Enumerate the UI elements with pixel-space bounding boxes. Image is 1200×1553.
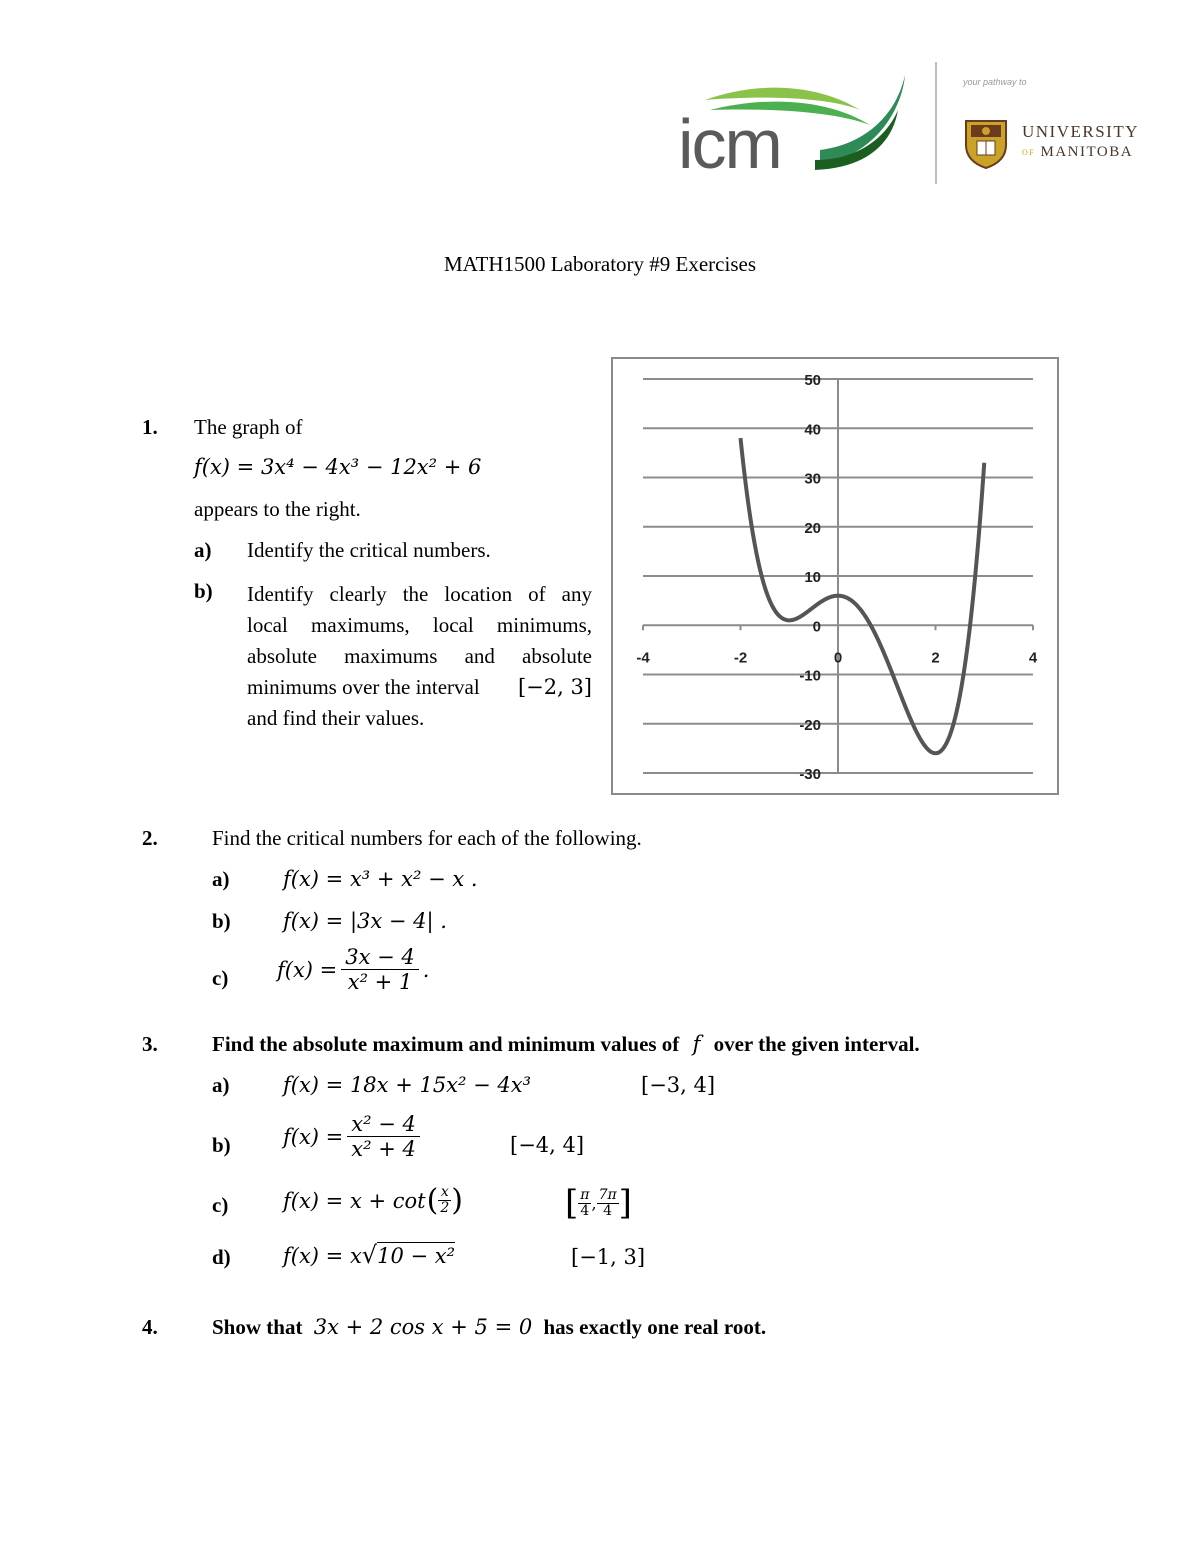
q3c-paren-open: ( bbox=[426, 1183, 439, 1218]
university-line2-row bbox=[1022, 144, 1139, 161]
q3c-arg-den: 2 bbox=[440, 1200, 450, 1216]
q3c-int-num2: 7π bbox=[598, 1186, 617, 1203]
y-tick-label: -30 bbox=[799, 766, 821, 783]
q3d-radicand: 10 − x² bbox=[377, 1244, 456, 1268]
q3b-lhs: f(x) = bbox=[283, 1124, 344, 1149]
crest-icon bbox=[963, 115, 1009, 169]
q1a-label: a) bbox=[194, 538, 212, 562]
y-tick-label: 0 bbox=[812, 618, 821, 636]
q2c-formula bbox=[277, 945, 429, 994]
y-tick-label: 40 bbox=[804, 421, 821, 439]
q1-line3: appears to the right. bbox=[194, 497, 361, 521]
q1b-label: b) bbox=[194, 579, 213, 603]
icm-wordmark: icm bbox=[678, 105, 781, 183]
q3d-lhs: f(x) = x bbox=[283, 1244, 362, 1268]
q3-text-after: over the given interval. bbox=[713, 1032, 920, 1056]
q3b-interval: [−4, 4] bbox=[510, 1133, 585, 1157]
y-tick-label: 20 bbox=[804, 519, 821, 537]
q2c-denominator: x² + 1 bbox=[347, 970, 413, 994]
q3b-formula bbox=[283, 1112, 424, 1161]
q4-number: 4. bbox=[142, 1315, 158, 1339]
function-graph-svg bbox=[613, 359, 1057, 793]
q2b-formula: f(x) = |3x − 4| . bbox=[283, 909, 447, 933]
x-tick-label: -2 bbox=[733, 649, 748, 667]
page-title: MATH1500 Laboratory #9 Exercises bbox=[443, 252, 756, 276]
q3c-int-den2: 4 bbox=[603, 1202, 613, 1219]
q2c-period: . bbox=[422, 957, 430, 982]
q3d-interval: [−1, 3] bbox=[571, 1245, 646, 1269]
q1b-text bbox=[247, 579, 592, 734]
q3-f-symbol: f bbox=[692, 1032, 701, 1056]
q1b-interval: [−2, 3] bbox=[517, 675, 592, 699]
q3b-numerator: x² − 4 bbox=[347, 1112, 420, 1137]
q3c-formula bbox=[283, 1183, 463, 1218]
x-tick-label: 0 bbox=[833, 649, 843, 667]
q2c-lhs: f(x) = bbox=[277, 957, 338, 982]
q1b-line-with-interval bbox=[247, 672, 592, 703]
q3c-interval bbox=[565, 1183, 632, 1223]
q3c-int-frac1 bbox=[578, 1188, 591, 1219]
q2b-label: b) bbox=[212, 909, 231, 933]
q2a-label: a) bbox=[212, 867, 230, 891]
y-tick-label: -10 bbox=[799, 667, 821, 685]
y-tick-label: 30 bbox=[804, 470, 821, 488]
data-point bbox=[886, 659, 887, 660]
university-crest bbox=[963, 115, 1009, 169]
q3c-label: c) bbox=[212, 1193, 229, 1217]
q1-formula: f(x) = 3x⁴ − 4x³ − 12x² + 6 bbox=[194, 455, 482, 479]
q1b-line: minimums over the interval bbox=[247, 675, 480, 699]
data-point bbox=[959, 712, 960, 713]
q2c-fraction bbox=[341, 945, 419, 994]
data-point bbox=[911, 705, 912, 706]
q3c-lhs: f(x) = x + cot bbox=[283, 1188, 426, 1213]
q3-text bbox=[212, 1032, 920, 1057]
q2c-numerator: 3x − 4 bbox=[341, 945, 419, 970]
q3-text-before: Find the absolute maximum and minimum values of bbox=[212, 1032, 680, 1056]
q2-number: 2. bbox=[142, 826, 158, 850]
q3a-interval: [−3, 4] bbox=[641, 1073, 716, 1097]
data-point bbox=[740, 438, 741, 439]
data-point bbox=[862, 614, 863, 615]
q3c-arg-num: x bbox=[438, 1185, 451, 1201]
tagline: your pathway to bbox=[963, 77, 1027, 87]
data-point bbox=[984, 462, 985, 463]
data-point bbox=[789, 620, 790, 621]
function-curve bbox=[741, 438, 985, 753]
data-point bbox=[838, 595, 839, 596]
data-point bbox=[935, 753, 936, 754]
q3a-formula: f(x) = 18x + 15x² − 4x³ bbox=[283, 1073, 532, 1097]
logo-divider bbox=[935, 62, 937, 184]
q1b-line: absolute maximums and absolute bbox=[247, 644, 592, 668]
function-graph bbox=[611, 357, 1059, 795]
q3a-label: a) bbox=[212, 1073, 230, 1097]
data-point bbox=[813, 605, 814, 606]
x-tick-label: 2 bbox=[931, 649, 940, 667]
q2a-formula: f(x) = x³ + x² − x . bbox=[283, 867, 478, 891]
q1b-line: Identify clearly the location of any bbox=[247, 582, 592, 606]
q1-number: 1. bbox=[142, 415, 158, 439]
q3b-fraction bbox=[347, 1112, 420, 1161]
q3c-bracket-open: [ bbox=[565, 1183, 579, 1223]
q4-equation: 3x + 2 cos x + 5 = 0 bbox=[313, 1315, 533, 1339]
q2c-label: c) bbox=[212, 966, 229, 990]
q3b-label: b) bbox=[212, 1133, 231, 1157]
q3c-bracket-close: ] bbox=[618, 1183, 632, 1223]
data-point bbox=[764, 587, 765, 588]
university-line1: UNIVERSITY bbox=[1022, 122, 1139, 141]
q3b-denominator: x² + 4 bbox=[351, 1137, 416, 1161]
y-tick-label: 10 bbox=[804, 569, 821, 586]
q1b-line: local maximums, local minimums, bbox=[247, 613, 592, 637]
y-tick-label: 50 bbox=[804, 372, 821, 389]
y-tick-label: -20 bbox=[799, 716, 821, 734]
icm-logo bbox=[670, 70, 910, 185]
q1b-line: and find their values. bbox=[247, 706, 425, 730]
q3c-comma: , bbox=[591, 1193, 597, 1213]
q1-line1: The graph of bbox=[194, 415, 303, 439]
q4-text-after: has exactly one real root. bbox=[543, 1315, 767, 1339]
university-line2-of: OF bbox=[1022, 148, 1036, 158]
university-line2: MANITOBA bbox=[1040, 144, 1134, 160]
x-tick-label: -4 bbox=[636, 649, 650, 667]
q4-text bbox=[212, 1315, 766, 1340]
q3c-int-num1: π bbox=[580, 1186, 590, 1203]
q1a-text: Identify the critical numbers. bbox=[247, 538, 491, 562]
x-tick-label: 4 bbox=[1028, 649, 1038, 667]
q3d-formula bbox=[283, 1242, 455, 1268]
q3c-int-frac2 bbox=[597, 1188, 619, 1219]
q3c-arg-fraction bbox=[438, 1185, 451, 1216]
q3d-label: d) bbox=[212, 1245, 231, 1269]
q2-text: Find the critical numbers for each of the following. bbox=[212, 826, 642, 850]
q3c-int-den1: 4 bbox=[580, 1202, 590, 1219]
sqrt-icon: √ bbox=[361, 1241, 378, 1269]
q3c-paren-close: ) bbox=[451, 1183, 463, 1218]
university-name bbox=[1022, 122, 1139, 161]
q3-number: 3. bbox=[142, 1032, 158, 1056]
q4-text-before: Show that bbox=[212, 1315, 303, 1339]
